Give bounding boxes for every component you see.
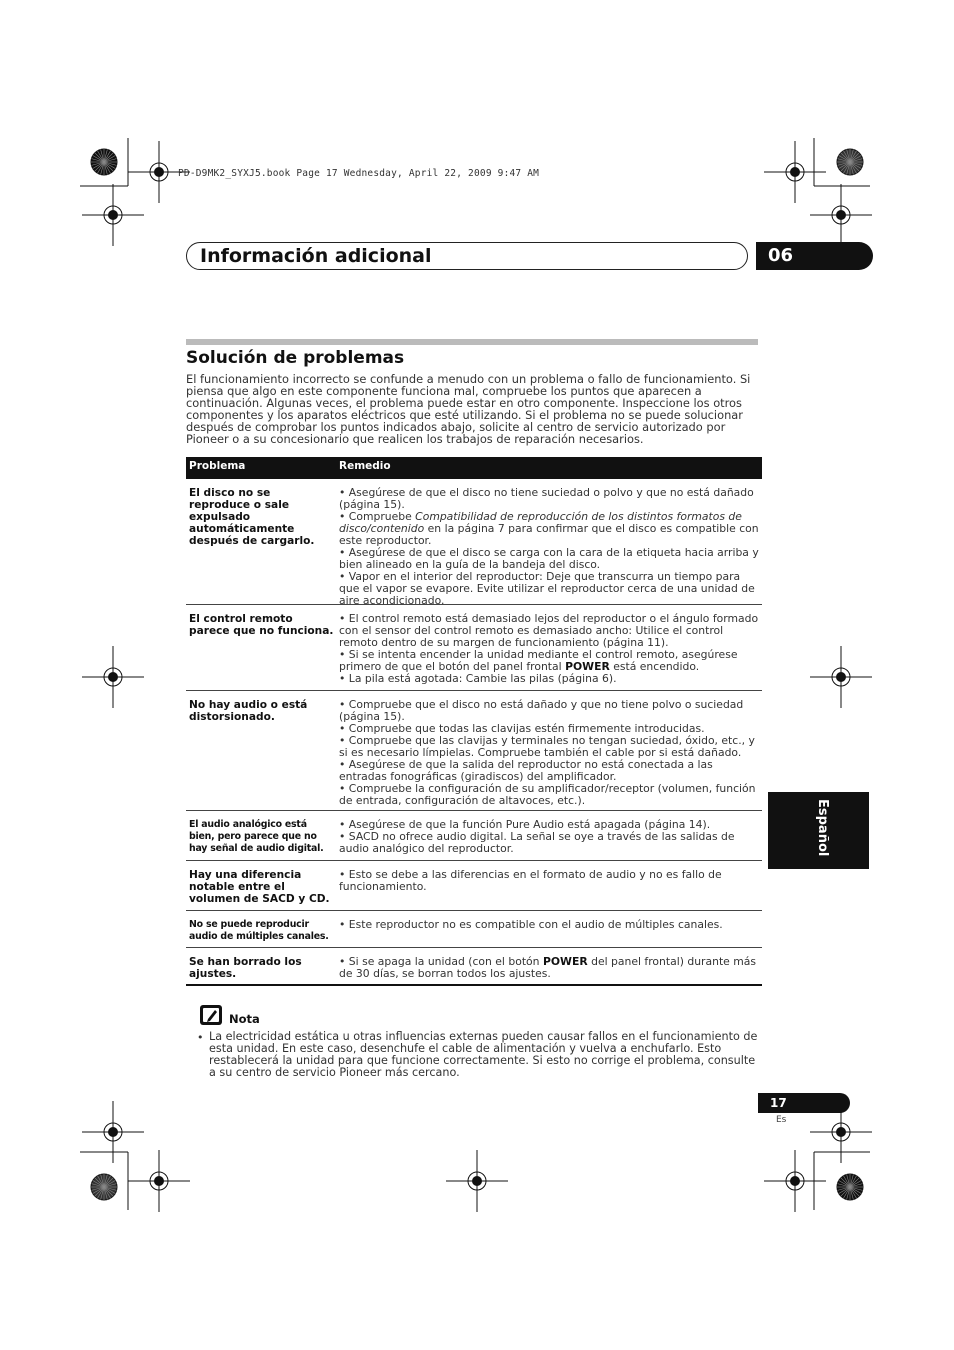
table-row <box>186 691 762 811</box>
table-row <box>186 911 762 948</box>
color-target-icon <box>837 1174 863 1200</box>
remedy-cell <box>339 487 762 607</box>
remedy-item: • Asegúrese de que el disco se carga con la cara de la etiqueta hacia arriba y bien alineado en la guía de la bandeja del disco. <box>339 546 759 571</box>
remedy-cell <box>339 613 762 685</box>
registration-mark-icon <box>810 646 872 708</box>
registration-mark-icon <box>128 1150 190 1212</box>
remedy-cell <box>339 699 762 807</box>
note-text: La electricidad estática u otras influencias externas pueden causar fallos en el funcionamiento de esta unidad. En este caso, desenchufe el cable de alimentación y vuelva a enchufarlo. Esto restablecerá la unidad para que funcione correctamente. Si esto no corrige el problema, consulte a su centro de servicio Pioneer más cercano. <box>209 1030 758 1079</box>
header-problem: Problema <box>189 460 246 472</box>
remedy-cell <box>339 919 762 931</box>
remedy-item: • Vapor en el interior del reproductor: Deje que transcurra un tiempo para que el vapor se evapore. Evite utilizar el reproductor cerca de una unidad de aire acondicionado. <box>339 570 755 607</box>
table-row <box>186 948 762 986</box>
troubleshooting-table <box>186 457 762 986</box>
chapter-title: Información adicional <box>200 245 432 267</box>
remedy-text: • Si se intenta encender la unidad mediante el control remoto, asegúrese primero de que el botón del panel frontal <box>339 648 738 673</box>
remedy-text: del panel frontal) durante más de 30 días, se borran todos los ajustes. <box>339 955 757 980</box>
note-bullet: • <box>197 1031 204 1044</box>
problem-cell: El disco no se reproduce o sale expulsado automáticamente después de cargarlo. <box>189 487 315 547</box>
remedy-item: • Compruebe que el disco no está dañado y que no tiene polvo o suciedad (página 15). <box>339 698 744 723</box>
remedy-item <box>339 956 762 980</box>
header-remedy: Remedio <box>339 460 391 472</box>
remedy-reference: Compatibilidad de reproducción de los distintos formatos de disco/contenido <box>339 510 742 535</box>
remedy-item: • Asegúrese de que la función Pure Audio está apagada (página 14). <box>339 818 711 831</box>
table-row <box>186 479 762 605</box>
remedy-item: • La pila está agotada: Cambie las pilas (página 6). <box>339 672 617 685</box>
print-info-line: PD-D9MK2_SYXJ5.book Page 17 Wednesday, April 22, 2009 9:47 AM <box>178 168 540 179</box>
color-target-icon <box>91 149 117 175</box>
problem-cell: No se puede reproducir audio de múltiples canales. <box>189 919 329 942</box>
remedy-item <box>339 649 762 673</box>
problem-cell: No hay audio o está distorsionado. <box>189 699 308 723</box>
registration-mark-icon <box>810 184 872 246</box>
remedy-item: • Compruebe que las clavijas y terminales no tengan suciedad, óxido, etc., y si es necesario límpielas. Compruebe también el cable por si está dañado. <box>339 734 755 759</box>
remedy-text: en la página 7 para confirmar que el disco es compatible con este reproductor. <box>339 522 759 547</box>
section-intro: El funcionamiento incorrecto se confunde a menudo con un problema o fallo de funcionamiento. Si piensa que algo en este componente funciona mal, compruebe los puntos que aparecen a continuación. Algunas veces, el problema puede estar en otro componente. Inspeccione los otros componentes y los aparatos eléctricos que esté utilizando. Si el problema no se puede solucionar después de comprobar los puntos indicados abajo, solicite al centro de servicio autorizado por Pioneer o a su concesionario que realicen los trabajos de reparación necesarios. <box>186 372 751 446</box>
table-row <box>186 605 762 691</box>
remedy-cell <box>339 956 762 980</box>
page-number: 17 <box>758 1093 850 1113</box>
remedy-text: • Compruebe <box>339 510 416 523</box>
registration-mark-icon <box>446 1150 508 1212</box>
language-tab <box>768 792 869 869</box>
remedy-text: está encendido. <box>609 660 700 673</box>
problem-cell: Hay una diferencia notable entre el volumen de SACD y CD. <box>189 869 330 905</box>
remedy-text: • Si se apaga la unidad (con el botón <box>339 955 543 968</box>
registration-mark-icon <box>764 1150 826 1212</box>
note-label: Nota <box>229 1012 260 1026</box>
remedy-item: • SACD no ofrece audio digital. La señal se oye a través de las salidas de audio analógico del reproductor. <box>339 830 735 855</box>
remedy-item: • Asegúrese de que el disco no tiene suciedad o polvo y que no está dañado (página 15). <box>339 486 754 511</box>
problem-cell: Se han borrado los ajustes. <box>189 956 302 980</box>
table-header <box>186 457 762 479</box>
remedy-button-name: POWER <box>542 955 588 968</box>
remedy-item: • El control remoto está demasiado lejos del reproductor o el ángulo formado con el sensor del control remoto es demasiado ancho: Utilice el control remoto dentro de su margen de funcionamiento (página 11). <box>339 612 759 649</box>
registration-mark-icon <box>82 1101 144 1163</box>
registration-mark-icon <box>82 184 144 246</box>
remedy-button-name: POWER <box>565 660 610 673</box>
page-language-code: Es <box>776 1115 787 1125</box>
table-row <box>186 811 762 861</box>
section-title: Solución de problemas <box>186 348 405 368</box>
remedy-item: • Compruebe la configuración de su amplificador/receptor (volumen, función de entrada, configuración de altavoces, etc.). <box>339 782 756 807</box>
remedy-item: • Esto se debe a las diferencias en el formato de audio y no es fallo de funcionamiento. <box>339 868 722 893</box>
registration-mark-icon <box>82 646 144 708</box>
section-divider <box>186 339 758 345</box>
table-row <box>186 861 762 911</box>
registration-mark-icon <box>764 141 826 203</box>
remedy-item: • Asegúrese de que la salida del reproductor no está conectada a las entradas fonográficas (giradiscos) del amplificador. <box>339 758 713 783</box>
remedy-cell <box>339 869 762 893</box>
remedy-item <box>339 511 762 547</box>
remedy-cell <box>339 819 762 855</box>
color-target-icon <box>91 1174 117 1200</box>
language-label: Español <box>815 799 830 857</box>
pencil-note-icon <box>200 1005 222 1025</box>
color-target-icon <box>837 149 863 175</box>
chapter-number: 06 <box>756 242 873 270</box>
problem-cell: El audio analógico está bien, pero parece que no hay señal de audio digital. <box>189 819 324 854</box>
remedy-item: • Compruebe que todas las clavijas estén firmemente introducidas. <box>339 722 705 735</box>
problem-cell: El control remoto parece que no funciona. <box>189 613 334 637</box>
remedy-item: • Este reproductor no es compatible con el audio de múltiples canales. <box>339 918 723 931</box>
